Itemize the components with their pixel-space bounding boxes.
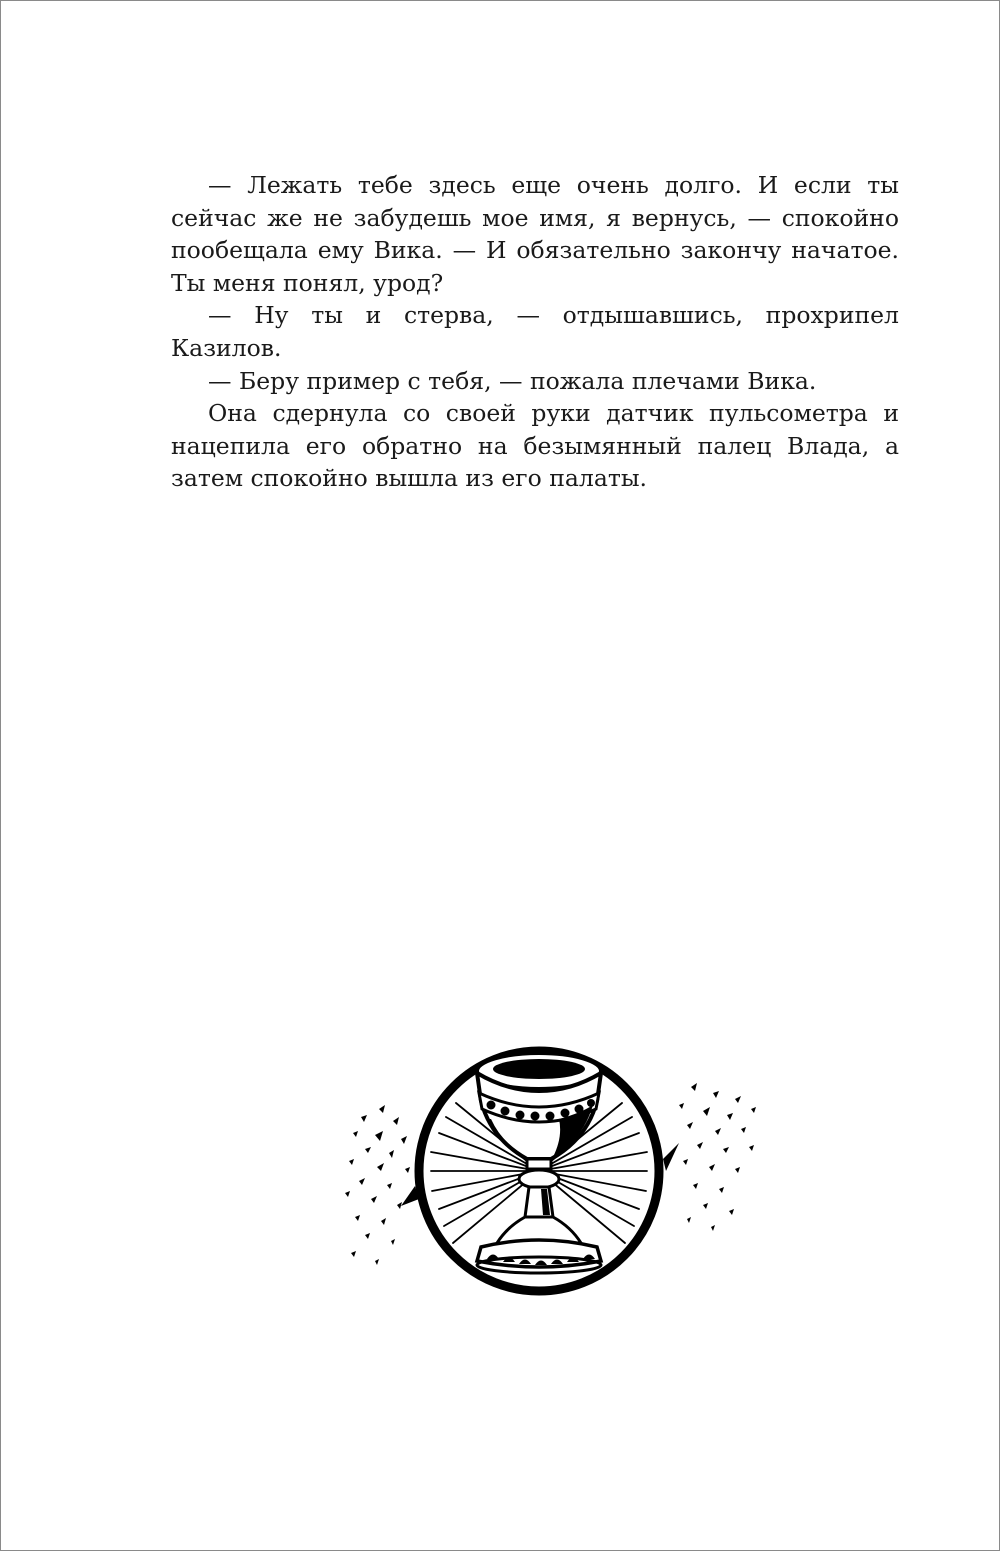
paragraph-4: Она сдернула со своей руки датчик пульсометра и нацепила его обратно на безымянный палец Влада, а затем спокойно вышла из его палаты. [171,399,899,493]
paragraph-1: — Лежать тебе здесь еще очень долго. И если ты сейчас же не забудешь мое имя, я вернусь, — спокойно пообещала ему Вика. — И обязательно закончу начатое. Ты меня понял, урод? [171,171,899,297]
holy-grail-chalice-icon [331,1021,771,1321]
body-text [171,169,899,495]
paragraph-2: — Ну ты и стерва, — отдышавшись, прохрипел Казилов. [171,301,899,362]
paragraph-3: — Беру пример с тебя, — пожала плечами Вика. [208,366,817,395]
